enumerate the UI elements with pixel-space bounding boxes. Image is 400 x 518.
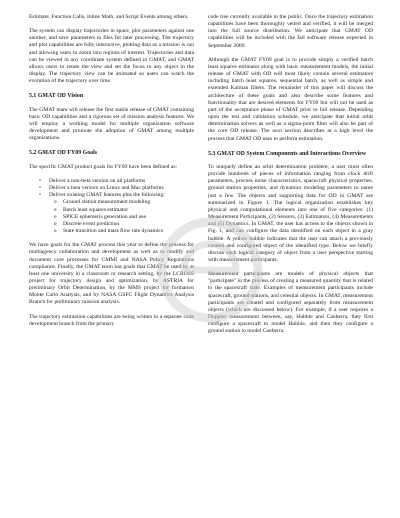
participants-paragraph: Measurement participants are models of physical objects that "participate" in the process of creating a measured quantity that is related to the spacecraft state. Examples of measurement participants include spacecraft, ground stations, and celestial objects. In GMAT, measurement participants are created and configured separately from measurement objects (which are discussed below). For example, if a user requires a Doppler measurement between, say, Hubble and Canberra, they first configure a spacecraft to model Hubble, and then they configure a ground station to model Canberra. — [208, 271, 373, 335]
sub-goal-item: o Discrete event prediction — [63, 221, 194, 228]
estimators-paragraph: Although the GMAT FY09 goal is to provide simply a verified batch least squares estimator along with basic measurement models, the initial release of GMAT with OD will most likely contain several estimators including batch least squares, sequential batch, as well as simple and extended Kalman filters. The remainder of this paper will discuss the architecture of these goals and also describe some features and functionality that are desired elements for FY09 but will not be used as part of the acceptance phase of GMAT prior to full release. Depending upon the test and validation schedule, we anticipate that initial orbit determination solvers as well as a sigma-point filter will also be part of the core OD release. The next section describes at a high level the process that GMAT OD uses to perform estimation. — [208, 56, 373, 142]
section-heading-vision: 5.1 GMAT OD Vision — [29, 93, 84, 100]
sub-goals-list — [49, 199, 194, 235]
goal-item: • Deliver a non-beta version on all platforms — [49, 178, 194, 185]
vision-paragraph: The GMAT team will release the first stable release of GMAT containing basic OD capabilities and a rigorous set of mission analysis features. We will employ a working model for multiple organization software development and promote the adoption of GMAT among multiple organizations. — [29, 106, 194, 142]
section-heading-components: 5.3 GMAT OD System Components and Interactions Overview — [208, 150, 367, 157]
intro-paragraph: Estimate, Function Calls, Inline Math, and Script Events among others. — [29, 14, 189, 20]
process-paragraph: We have goals for the GMAT process this year to define the process for multiagency collaboration and development as well as to modify and document core processes for CMMI and NASA Policy Regulations compliance. Finally, the GMAT team has goals that GMAT be used by at least one university in a classroom or research setting, by the LCROSS project for trajectory design and optimization, by ASTRIA for preliminary Orbit Determination, by the MMS project for formation Monte Carlo Analysis, and by NASA GSFC Flight Dynamics Analysis Branch for preliminary mission analysis. — [29, 242, 194, 306]
goal-item-label: Deliver existing GMAT features plus the following: — [49, 192, 165, 199]
section-heading-goals: 5.2 GMAT OD FY09 Goals — [29, 150, 98, 157]
goals-list — [29, 178, 194, 235]
goal-item: • Deliver a beta version on Linux and Mac platforms — [49, 185, 194, 192]
goal-item — [49, 192, 194, 235]
sub-goal-item: o Batch least squares estimator — [63, 207, 194, 214]
left-column — [29, 14, 194, 335]
right-column — [208, 14, 373, 343]
display-paragraph: The system can display trajectories in space, plot parameters against one another, and save parameters to files for later processing. The trajectory and plot capabilities are fully interactive, plotting data as a mission is run and allowing users to zoom into regions of interest. Trajectories and data can be viewed in any coordinate system defined in GMAT, and GMAT allows users to rotate the view and set the focus to any object in the display. The trajectory view can be animated so users can watch the evolution of the trajectory over time. — [29, 28, 194, 85]
components-paragraph: To uniquely define an orbit determination problem, a user must often provide hundreds of pieces of information ranging from clock drift parameters, process noise characteristics, spacecraft physical properties, ground station properties, and dynamics modeling parameters to name just a few. The objects and supporting data for OD in GMAT are summarized in Figure 1. The logical organization establishes key physical and computational elements into one of five categories: (1) Measurement Participants, (2) Sensors, (3) Estimators, (4) Measurements and (5) Dynamics. In GMAT, the user has access to the objects shown in Fig. 1, and can configure the data identified on each object in a gray bubble. A yellow bubble indicates that the user can attach a previously created and configured object of the identified type. Below we briefly discuss each logical category of object from a user perspective starting with measurement participants. — [208, 163, 373, 263]
trajectory-paragraph: The trajectory estimation capabilities are being written in a separate code development branch from the primary — [29, 313, 194, 327]
goals-intro-paragraph: The specific GMAT product goals for FY09 have been defined as: — [29, 163, 178, 170]
release-paragraph: code tree currently available to the public. Once the trajectory estimation capabilities have been thoroughly vetted and verified, it will be merged into the full source distribution. We anticipate that GMAT OD capabilities will be included with the fall software release expected in September 2009. — [208, 14, 373, 49]
sub-goal-item: o Ground station measurement modeling — [63, 199, 194, 206]
sub-goal-item: o State transition and mass flow rate dynamics — [63, 228, 194, 235]
sub-goal-item: o SPICE ephemeris generation and use — [63, 214, 194, 221]
